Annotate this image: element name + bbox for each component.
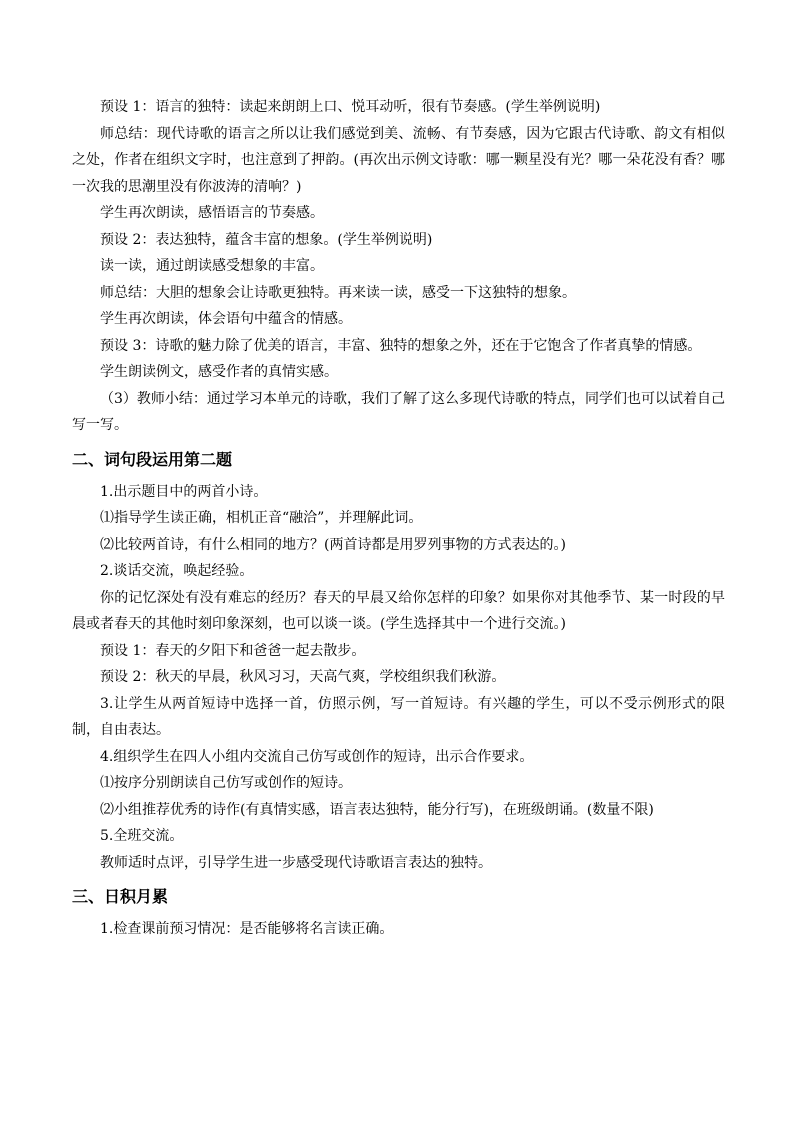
- paragraph: 2.谈话交流，唤起经验。: [100, 563, 254, 579]
- paragraph: 预设 1：春天的夕阳下和爸爸一起去散步。: [100, 642, 366, 659]
- paragraph: 学生再次朗读，感悟语言的节奏感。: [100, 205, 324, 221]
- paragraph: 预设 1：语言的独特：读起来朗朗上口、悦耳动听，很有节奏感。(学生举例说明): [100, 99, 601, 115]
- paragraph: 你的记忆深处有没有难忘的经历？春天的早晨又给你怎样的印象？如果你对其他季节、某一时段的早晨或者春天的其他时刻印象深刻，也可以谈一谈。(学生选择其中一个进行交流。): [72, 589, 725, 632]
- paragraph: 3.让学生从两首短诗中选择一首，仿照示例，写一首短诗。有兴趣的学生，可以不受示例形式的限制，自由表达。: [72, 695, 725, 738]
- paragraph: 预设 2：表达独特，蕴含丰富的想象。(学生举例说明): [100, 231, 433, 248]
- paragraph: 学生再次朗读，体会语句中蕴含的情感。: [100, 311, 352, 327]
- paragraph: ⑵小组推荐优秀的诗作(有真情实感，语言表达独特，能分行写)，在班级朗诵。(数量不限): [100, 801, 654, 818]
- paragraph: ⑴指导学生读正确，相机正音“融洽”，并理解此词。: [100, 510, 423, 526]
- paragraph: （3）教师小结：通过学习本单元的诗歌，我们了解了这么多现代诗歌的特点，同学们也可以试着自己写一写。: [72, 390, 725, 433]
- paragraph: ⑴按序分别朗读自己仿写或创作的短诗。: [100, 775, 352, 791]
- paragraph: 预设 3：诗歌的魅力除了优美的语言，丰富、独特的想象之外，还在于它饱含了作者真挚的情感。: [100, 337, 702, 354]
- paragraph: 4.组织学生在四人小组内交流自己仿写或创作的短诗，出示合作要求。: [100, 748, 534, 765]
- section-heading-2: 二、词句段运用第二题: [72, 449, 233, 469]
- paragraph: 师总结：现代诗歌的语言之所以让我们感觉到美、流畅、有节奏感，因为它跟古代诗歌、韵文有相似之处，作者在组织文字时，也注意到了押韵。(再次出示例文诗歌：哪一颗星没有光？哪一朵花没有香？哪一次我的思潮里没有你波涛的清响？): [72, 125, 725, 195]
- paragraph: ⑵比较两首诗，有什么相同的地方？(两首诗都是用罗列事物的方式表达的。): [100, 536, 566, 553]
- paragraph: 读一读，通过朗读感受想象的丰富。: [100, 258, 324, 274]
- paragraph: 5.全班交流。: [100, 828, 184, 844]
- paragraph: 教师适时点评，引导学生进一步感受现代诗歌语言表达的独特。: [100, 854, 492, 871]
- paragraph: 预设 2：秋天的早晨，秋风习习，天高气爽，学校组织我们秋游。: [100, 669, 506, 685]
- paragraph: 1.出示题目中的两首小诗。: [100, 483, 268, 500]
- section-heading-3: 三、日积月累: [72, 887, 169, 906]
- paragraph: 1.检查课前预习情况：是否能够将名言读正确。: [100, 921, 394, 937]
- document-page: [72, 94, 725, 943]
- paragraph: 师总结：大胆的想象会让诗歌更独特。再来读一读，感受一下这独特的想象。: [100, 284, 576, 301]
- paragraph: 学生朗读例文，感受作者的真情实感。: [100, 364, 338, 380]
